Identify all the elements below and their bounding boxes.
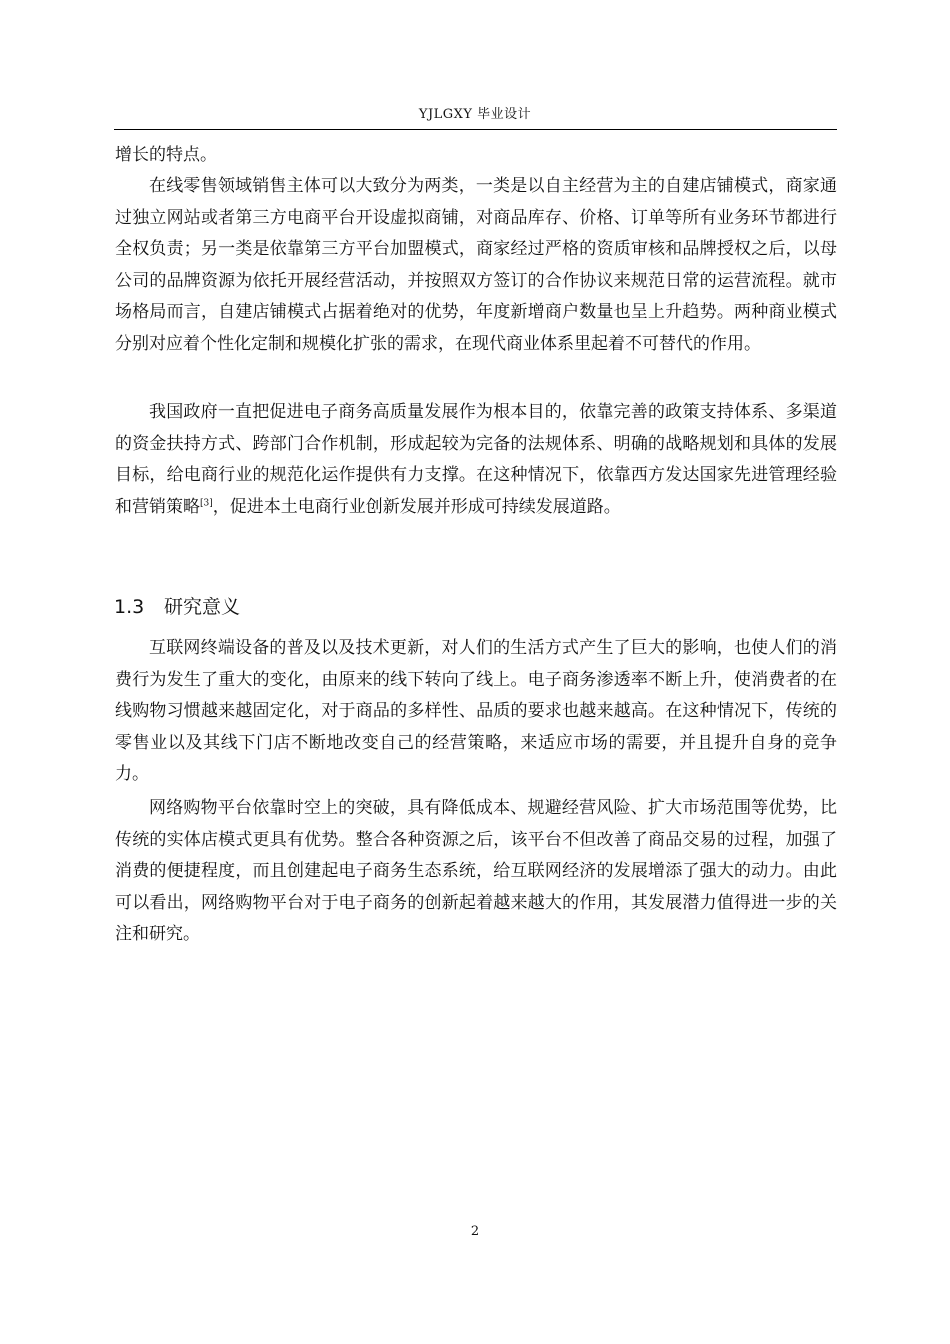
section-title: 研究意义 bbox=[164, 596, 241, 618]
page-header-title: YJLGXY 毕业设计 bbox=[418, 107, 532, 122]
paragraph-text-after-citation: ，促进本土电商行业创新发展并形成可持续发展道路。 bbox=[212, 496, 621, 517]
paragraph-research-significance-2: 网络购物平台依靠时空上的突破，具有降低成本、规避经营风险、扩大市场范围等优势，比传统的实体店模式更具有优势。整合各种资源之后，该平台不但改善了商品交易的过程，加强了消费的便捷程度，而且创建起电子商务生态系统，给互联网经济的发展增添了强大的动力。由此可以看出，网络购物平台对于电子商务的创新起着越来越大的作用，其发展潜力值得进一步的关注和研究。 bbox=[115, 798, 837, 944]
page-number: 2 bbox=[470, 1224, 480, 1239]
paragraph-research-significance-1: 互联网终端设备的普及以及技术更新，对人们的生活方式产生了巨大的影响，也使人们的消费行为发生了重大的变化，由原来的线下转向了线上。电子商务渗透率不断上升，使消费者的在线购物习惯越来越固定化，对于商品的多样性、品质的要求也越来越高。在这种情况下，传统的零售业以及其线下门店不断地改变自己的经营策略，来适应市场的需要，并且提升自身的竞争力。 bbox=[115, 638, 837, 784]
paragraph-text-before-citation: 我国政府一直把促进电子商务高质量发展作为根本目的，依靠完善的政策支持体系、多渠道的资金扶持方式、跨部门合作机制，形成起较为完备的法规体系、明确的战略规划和具体的发展目标，给电商行业的规范化运作提供有力支撑。在这种情况下，依靠西方发达国家先进管理经验和营销策略 bbox=[115, 402, 837, 517]
header-divider bbox=[114, 129, 837, 130]
paragraph-retail-models: 在线零售领域销售主体可以大致分为两类，一类是以自主经营为主的自建店铺模式，商家通过独立网站或者第三方电商平台开设虚拟商铺，对商品库存、价格、订单等所有业务环节都进行全权负责；另一类是依靠第三方平台加盟模式，商家经过严格的资质审核和品牌授权之后，以母公司的品牌资源为依托开展经营活动，并按照双方签订的合作协议来规范日常的运营流程。就市场格局而言，自建店铺模式占据着绝对的优势，年度新增商户数量也呈上升趋势。两种商业模式分别对应着个性化定制和规模化扩张的需求，在现代商业体系里起着不可替代的作用。 bbox=[115, 176, 837, 354]
paragraph-government-policy bbox=[115, 397, 837, 523]
citation-marker: [3] bbox=[200, 497, 213, 508]
paragraph-continuation: 增长的特点。 bbox=[115, 145, 217, 165]
section-number: 1.3 bbox=[114, 596, 145, 618]
section-heading bbox=[114, 592, 240, 622]
